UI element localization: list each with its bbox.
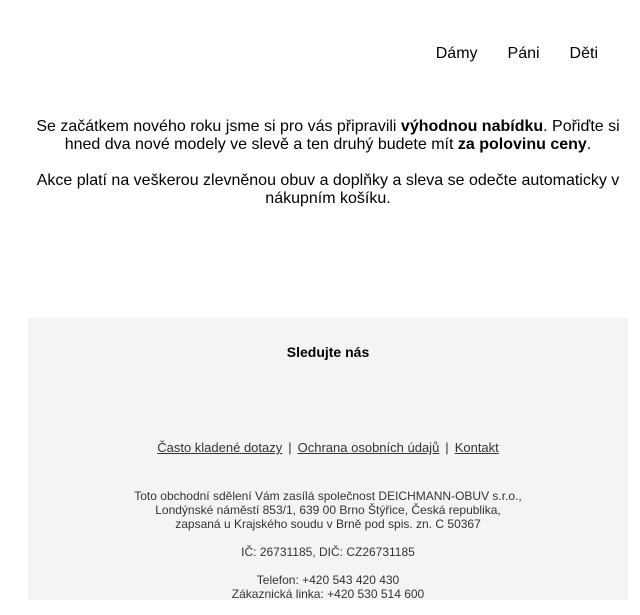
offer-text: . Pořiďte si hned dva nové modely ve slevě a ten druhý budete mít	[64, 118, 620, 153]
offer-text: .	[586, 136, 592, 153]
main-nav	[406, 44, 598, 64]
link-separator: |	[445, 440, 449, 455]
footer-links	[28, 440, 628, 455]
company-line: Toto obchodní sdělení Vám zasílá společnost DEICHMANN-OBUV s.r.o.,	[134, 489, 522, 503]
privacy-link[interactable]: Ochrana osobních údajů	[297, 440, 440, 455]
phone-line: Telefon: +420 543 420 430	[256, 573, 400, 587]
offer-highlight: za polovinu ceny	[457, 136, 587, 153]
nav-item-pani[interactable]: Páni	[507, 45, 540, 62]
footer	[28, 318, 628, 600]
follow-us-heading: Sledujte nás	[286, 344, 370, 360]
company-address	[28, 489, 628, 531]
offer-text: Se začátkem nového roku jsme si pro vás připravili	[36, 118, 401, 135]
company-line: Londýnské náměstí 853/1, 639 00 Brno Štýřice, Česká republika,	[155, 503, 501, 517]
offer-paragraph	[28, 118, 628, 154]
company-ids: IČ: 26731185, DIČ: CZ26731185	[241, 545, 415, 559]
nav-item-damy[interactable]: Dámy	[435, 45, 478, 62]
contact-link[interactable]: Kontakt	[454, 440, 499, 455]
faq-link[interactable]: Často kladené dotazy	[157, 440, 283, 455]
link-separator: |	[288, 440, 292, 455]
company-phones	[28, 573, 628, 601]
offer-highlight: výhodnou nabídku	[400, 118, 544, 135]
hotline-line: Zákaznická linka: +420 530 514 600	[231, 587, 425, 601]
offer-content	[28, 118, 628, 226]
company-info	[28, 489, 628, 615]
company-line: zapsaná u Krajského soudu v Brně pod spis. zn. C 50367	[175, 517, 481, 531]
offer-terms: Akce platí na veškerou zlevněnou obuv a doplňky a sleva se odečte automaticky v nákupním košíku.	[36, 172, 620, 207]
nav-item-deti[interactable]: Děti	[569, 45, 598, 62]
